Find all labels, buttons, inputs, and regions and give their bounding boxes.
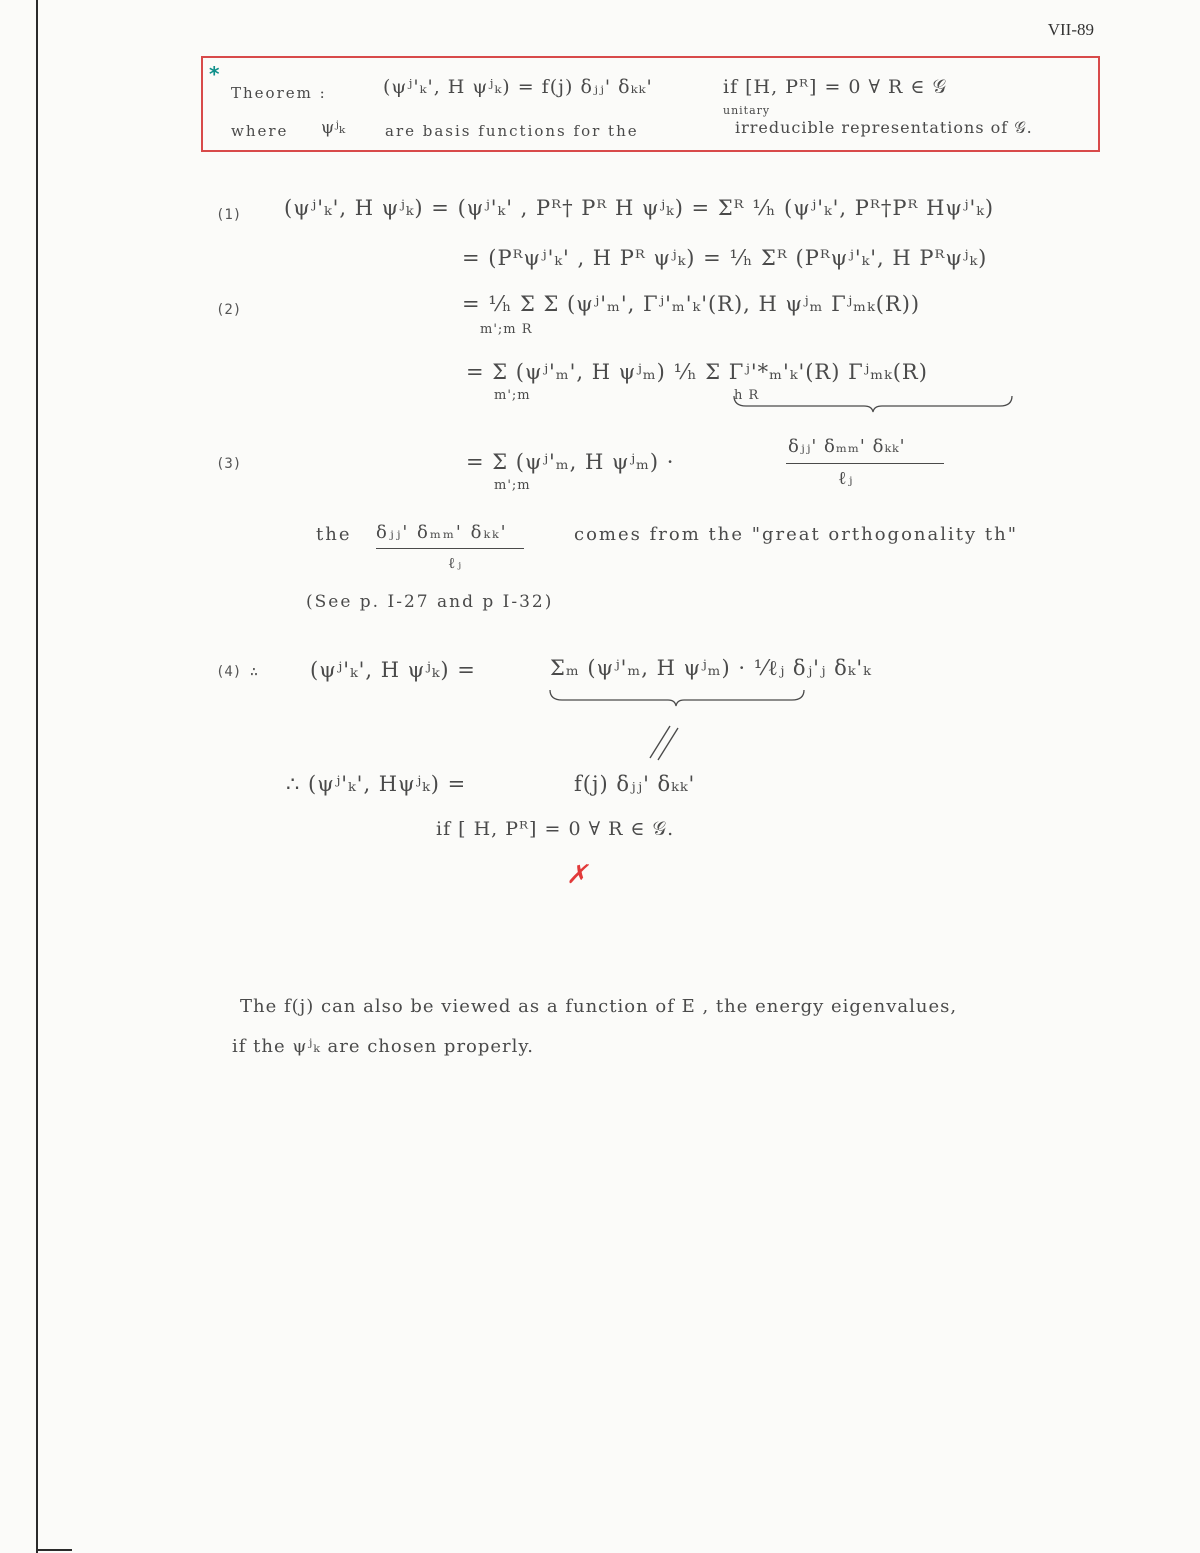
where-text: are basis functions for the: [385, 122, 639, 140]
underbrace-orthogonality: [732, 392, 1014, 414]
derivation-line-5-indices: m';m: [494, 478, 531, 493]
derivation-line-1: (ψʲ'ₖ', H ψʲₖ) = (ψʲ'ₖ' , Pᴿ† Pᴿ H ψʲₖ) = Σᴿ ¹⁄ₕ (ψʲ'ₖ', Pᴿ†Pᴿ Hψʲ'ₖ): [284, 196, 995, 220]
where-tail: irreducible representations of 𝒢.: [735, 118, 1033, 137]
equation-label-3: (3): [216, 456, 242, 472]
derivation-line-5: = Σ (ψʲ'ₘ, H ψʲₘ) ·: [466, 450, 675, 474]
note-great-orthogonality: comes from the "great orthogonality th": [574, 524, 1018, 545]
asterisk-marker-icon: *: [209, 62, 220, 86]
double-slash-mark: [644, 722, 684, 762]
note-fraction-numerator: δⱼⱼ' δₘₘ' δₖₖ': [376, 522, 508, 543]
equation-4-rhs: Σₘ (ψʲ'ₘ, H ψʲₘ) · ¹⁄ℓⱼ δⱼ'ⱼ δₖ'ₖ: [550, 656, 872, 680]
note-see-pages: (See p. I-27 and p I-32): [306, 592, 554, 612]
fraction-numerator: δⱼⱼ' δₘₘ' δₖₖ': [788, 436, 906, 457]
theorem-box: [201, 56, 1100, 152]
theorem-statement: (ψʲ'ₖ', H ψʲₖ) = f(j) δⱼⱼ' δₖₖ': [383, 76, 653, 98]
equation-label-1: (1): [216, 207, 242, 223]
derivation-line-3-indices: m';m R: [480, 322, 533, 337]
conclusion-lhs: ∴ (ψʲ'ₖ', Hψʲₖ) =: [286, 772, 467, 796]
derivation-line-3: = ¹⁄ₕ Σ Σ (ψʲ'ₘ', Γʲ'ₘ'ₖ'(R), H ψʲₘ Γʲₘₖ(R)): [462, 292, 921, 316]
equation-4-lhs: (ψʲ'ₖ', H ψʲₖ) =: [310, 658, 476, 682]
remark-line-2: if the ψʲₖ are chosen properly.: [232, 1036, 534, 1057]
inserted-word-unitary: unitary: [723, 104, 771, 117]
note-the: the: [316, 524, 352, 545]
derivation-line-4-indices: m';m: [494, 388, 531, 403]
page-number: VII-89: [1047, 20, 1094, 39]
note-fraction-bar: [376, 548, 524, 549]
fraction-denominator: ℓⱼ: [838, 468, 854, 489]
left-margin-rule: [36, 0, 38, 1553]
where-symbol: ψʲₖ: [321, 118, 346, 138]
underbrace-sum: [548, 688, 806, 708]
fraction-bar: [786, 463, 944, 464]
remark-line-1: The f(j) can also be viewed as a function of E , the energy eigenvalues,: [240, 996, 958, 1017]
conclusion-condition: if [ H, Pᴿ] = 0 ∀ R ∈ 𝒢.: [436, 818, 675, 840]
note-fraction-denominator: ℓⱼ: [448, 554, 464, 572]
theorem-condition: if [H, Pᴿ] = 0 ∀ R ∈ 𝒢: [723, 76, 948, 98]
conclusion-rhs: f(j) δⱼⱼ' δₖₖ': [574, 772, 696, 796]
derivation-line-4-sum-index: h R: [734, 388, 760, 403]
theorem-label: Theorem :: [231, 84, 327, 102]
where-label: where: [231, 122, 289, 140]
equation-label-2: (2): [216, 302, 242, 318]
derivation-line-4: = Σ (ψʲ'ₘ', H ψʲₘ) ¹⁄ₕ Σ Γʲ'*ₘ'ₖ'(R) Γʲₘₖ(R): [466, 360, 928, 384]
equation-label-4: (4) ∴: [216, 664, 259, 680]
bottom-margin-rule: [36, 1549, 72, 1551]
derivation-line-2: = (Pᴿψʲ'ₖ' , H Pᴿ ψʲₖ) = ¹⁄ₕ Σᴿ (Pᴿψʲ'ₖ', H Pᴿψʲₖ): [462, 246, 988, 270]
end-of-proof-mark: ✗: [566, 860, 588, 890]
